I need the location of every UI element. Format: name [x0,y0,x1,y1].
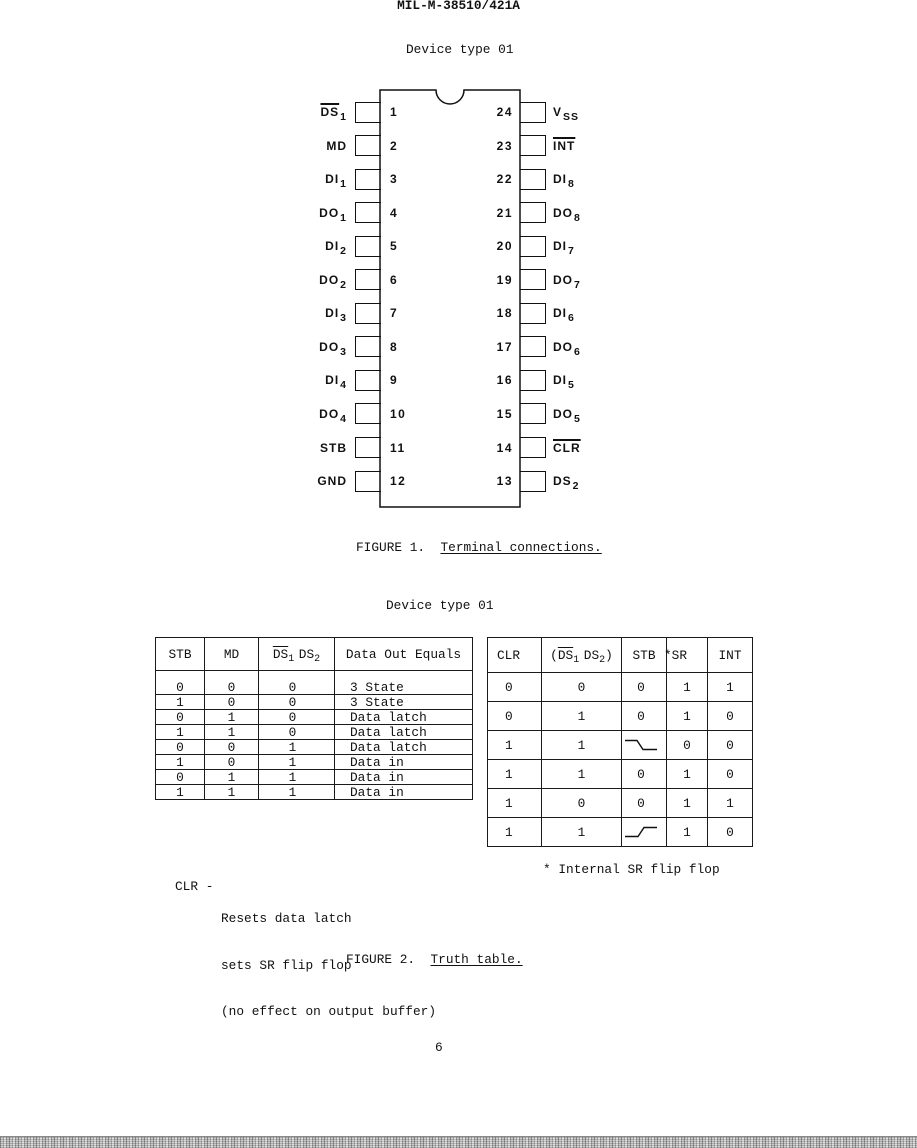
pin-7-lead [355,303,381,324]
pin-12-label [317,473,347,489]
figure2-caption-label: FIGURE 2. [346,952,416,967]
pin-6-label [319,272,347,289]
pin-signal-name: DI [553,172,567,187]
cell-ds: 0 [542,789,622,818]
pin-19-number: 19 [496,272,513,287]
pin-signal-subscript: 2 [340,278,347,291]
cell-md: 0 [205,755,259,770]
pin-1-lead [355,102,381,123]
pin-1-number: 1 [390,105,399,119]
cell-data-out: Data in [335,755,473,770]
pin-signal-subscript: 1 [340,111,347,123]
table-row [488,818,753,847]
pin-signal-subscript: 5 [574,412,581,425]
rising-edge-icon [625,826,657,838]
pin-6-lead [355,269,381,290]
cell-stb: 1 [156,725,205,740]
pin-signal-name: DO [553,205,573,220]
ds2-subscript: 2 [599,654,606,666]
cell-ds: 0 [259,725,335,740]
cell-md: 0 [205,695,259,710]
cell-stb: 1 [156,755,205,770]
cell-ds: 1 [542,731,622,760]
pin-1-label [320,104,347,121]
pin-16-label [553,372,575,392]
col-header-sr: *SR [667,638,708,673]
cell-stb: 0 [622,789,667,818]
cell-data-out: Data latch [335,710,473,725]
cell-stb: 0 [622,760,667,789]
col-header-ds [542,638,622,673]
header-row [156,638,473,671]
pin-21-label [553,205,581,222]
pin-signal-name: DI [553,306,567,321]
ds2-subscript: 2 [314,653,321,665]
scan-edge-strip [0,1136,917,1148]
pin-2-number: 2 [390,138,399,153]
pin-signal-name: DI [325,239,340,254]
pin-5-label [325,238,347,258]
cell-data-out: Data latch [335,725,473,740]
pin-14-lead [520,437,546,458]
pin-signal-subscript: 7 [574,278,581,291]
figure1-caption-label: FIGURE 1. [356,540,426,555]
table-row [488,702,753,731]
table-row [156,671,473,695]
cell-data-out: Data in [335,785,473,800]
pin-signal-name: GND [317,474,347,489]
cell-clr: 1 [488,789,542,818]
cell-sr: 1 [667,673,708,702]
cell-data-out: Data latch [335,740,473,755]
cell-md: 0 [205,740,259,755]
pin-signal-subscript: 5 [568,379,575,392]
pin-signal-name: $\overline{CLR}$ [553,440,581,455]
clr-note-line: (no effect on output buffer) [221,1004,437,1019]
rising-edge-icon-graphic [625,826,657,838]
pin-20-label [553,238,575,258]
pin-15-lead [520,403,546,424]
cell-md: 1 [205,710,259,725]
figure2-caption-title: Truth table. [430,952,523,967]
cell-data-out: 3 State [335,671,473,695]
pin-5-lead [355,236,381,257]
pin-21-lead [520,202,546,223]
cell-ds: 0 [259,695,335,710]
table-row [488,731,753,760]
pin-4-lead [355,202,381,223]
pin-12-lead [355,471,381,492]
cell-ds: 1 [259,785,335,800]
figure2-device-type: Device type 01 [386,598,494,613]
open-paren: ( [550,647,558,663]
pin-8-number: 8 [390,339,399,354]
pin-6-number: 6 [390,272,399,287]
pin-signal-name: DO [553,406,573,421]
cell-ds: 0 [259,710,335,725]
cell-stb [622,731,667,760]
cell-int: 1 [708,673,753,702]
ds2-name: DS [583,647,600,663]
falling-edge-icon-graphic [625,739,657,751]
cell-stb: 1 [156,695,205,710]
pin-signal-subscript: 3 [340,312,347,325]
page-number: 6 [435,1040,443,1055]
cell-stb: 0 [622,673,667,702]
pin-3-lead [355,169,381,190]
pin-signal-name: DO [319,272,340,287]
pin-11-number: 11 [390,440,406,455]
ds1-name: $\overline{DS}$ [272,646,289,662]
pin-11-label [320,440,347,456]
pin-signal-name: DS [553,474,572,489]
col-header-data-out: Data Out Equals [335,638,473,671]
pin-signal-subscript: 6 [568,312,575,325]
pin-8-label [319,339,347,356]
pin-signal-subscript: 8 [568,178,575,191]
table-row [156,785,473,800]
figure1-caption-title: Terminal connections. [440,540,602,555]
figure1-device-type: Device type 01 [406,42,514,57]
pin-21-number: 21 [496,205,513,220]
table-row [156,740,473,755]
pin-9-label [325,372,347,392]
cell-sr: 1 [667,702,708,731]
clr-note-line: Resets data latch [221,911,352,926]
pin-14-number: 14 [496,440,513,455]
ds1-name: $\overline{DS}$ [557,647,574,663]
cell-ds: 0 [259,671,335,695]
pin-24-lead [520,102,546,123]
clr-note-term: CLR - [175,879,214,894]
pin-9-lead [355,370,381,391]
col-header-stb: STB [622,638,667,673]
cell-int: 0 [708,731,753,760]
pin-17-lead [520,336,546,357]
pin-signal-name: DI [553,373,567,388]
pin-3-label [325,171,347,191]
table-row [488,673,753,702]
cell-clr: 1 [488,760,542,789]
pin-14-label [553,440,581,456]
pin-5-number: 5 [390,239,399,254]
pin-10-label [319,406,347,423]
cell-ds: 0 [542,673,622,702]
pin-24-number: 24 [496,105,513,119]
pin-22-label [553,171,575,191]
pin-signal-name: STB [320,440,347,455]
pin-15-label [553,406,581,423]
pin-2-label [326,138,347,154]
ds2-name: DS [298,646,315,662]
pin-18-label [553,305,575,325]
truth-table-modes [155,637,473,800]
pin-signal-name: $\overline{INT}$ [553,138,576,153]
cell-stb: 1 [156,785,205,800]
cell-clr: 0 [488,673,542,702]
pin-11-lead [355,437,381,458]
cell-clr: 1 [488,818,542,847]
cell-ds: 1 [542,760,622,789]
cell-data-out: 3 State [335,695,473,710]
pin-20-lead [520,236,546,257]
truth-table-clear [487,637,753,847]
pin-7-label [325,305,347,325]
figure2-caption [346,953,523,967]
pin-23-lead [520,135,546,156]
pin-signal-subscript: 2 [340,245,347,258]
pin-2-lead [355,135,381,156]
pin-signal-subscript: 1 [340,178,347,191]
col-header-clr: CLR [488,638,542,673]
table-row [156,755,473,770]
cell-ds: 1 [542,818,622,847]
cell-clr: 1 [488,731,542,760]
pin-signal-name: DO [319,205,340,220]
pin-8-lead [355,336,381,357]
pin-signal-subscript: 3 [340,345,347,358]
pin-17-number: 17 [496,339,513,354]
pin-12-number: 12 [390,474,407,489]
pin-signal-subscript: 2 [572,480,580,493]
col-header-ds [259,638,335,671]
cell-md: 0 [205,671,259,695]
pin-signal-name: DO [319,339,340,354]
cell-md: 1 [205,770,259,785]
col-header-md: MD [205,638,259,671]
pin-signal-name: DI [553,239,567,254]
cell-clr: 0 [488,702,542,731]
cell-stb [622,818,667,847]
pin-13-lead [520,471,546,492]
pin-23-label [553,138,575,154]
pin-4-label [319,205,347,222]
pin-3-number: 3 [390,172,399,187]
pin-signal-name: DI [325,373,340,388]
falling-edge-icon [625,739,657,751]
table-row [156,710,473,725]
pin-signal-subscript: 1 [340,211,347,224]
pin-18-lead [520,303,546,324]
pin-19-lead [520,269,546,290]
table-row [156,725,473,740]
col-header-int: INT [708,638,753,673]
pin-signal-subscript: 4 [340,379,347,392]
sr-footnote: * Internal SR flip flop [543,862,720,877]
cell-sr: 1 [667,818,708,847]
clr-note-line: sets SR flip flop [221,957,352,973]
pin-15-number: 15 [496,406,513,421]
pin-9-number: 9 [390,373,399,388]
ds1-subscript: 1 [288,653,295,665]
cell-stb: 0 [156,671,205,695]
cell-ds: 1 [259,770,335,785]
cell-sr: 1 [667,760,708,789]
cell-int: 1 [708,789,753,818]
pin-20-number: 20 [496,239,513,254]
pin-signal-name: DO [319,406,340,421]
cell-ds: 1 [259,740,335,755]
pin-10-lead [355,403,381,424]
cell-sr: 0 [667,731,708,760]
pin-signal-subscript: 4 [340,412,347,425]
close-paren: ) [605,647,613,663]
table-row [488,760,753,789]
mode-table-body [156,671,473,800]
pin-4-number: 4 [390,205,399,220]
cell-stb: 0 [622,702,667,731]
pin-13-label [553,473,580,493]
pin-18-number: 18 [496,306,513,321]
pin-22-number: 22 [496,172,513,187]
table-row [156,695,473,710]
pin-layer [0,0,917,520]
ds1-subscript: 1 [573,654,580,666]
pin-22-lead [520,169,546,190]
pin-signal-name: DI [325,172,340,187]
cell-ds: 1 [259,755,335,770]
table-row [156,770,473,785]
pin-23-number: 23 [496,138,513,153]
pin-16-lead [520,370,546,391]
pin-signal-name: MD [326,138,347,153]
pin-13-number: 13 [496,474,513,489]
pin-24-label [553,104,579,121]
pin-17-label [553,339,581,356]
header-row [488,638,753,673]
pin-signal-subscript: 6 [574,345,581,358]
cell-stb: 0 [156,740,205,755]
cell-sr: 1 [667,789,708,818]
pin-signal-subscript: 8 [574,211,581,224]
figure1-caption [356,541,602,555]
pin-signal-name: DI [325,306,340,321]
pin-signal-name: DO [553,339,573,354]
col-header-stb: STB [156,638,205,671]
pin-signal-subscript: SS [563,111,580,123]
cell-int: 0 [708,760,753,789]
cell-int: 0 [708,702,753,731]
cell-ds: 1 [542,702,622,731]
pin-19-label [553,272,581,289]
cell-data-out: Data in [335,770,473,785]
cell-md: 1 [205,785,259,800]
cell-stb: 0 [156,770,205,785]
pin-signal-name: DO [553,272,573,287]
pin-7-number: 7 [390,306,399,321]
cell-md: 1 [205,725,259,740]
cell-stb: 0 [156,710,205,725]
cell-int: 0 [708,818,753,847]
clear-table-body [488,673,753,847]
table-row [488,789,753,818]
pin-10-number: 10 [390,406,407,421]
pin-16-number: 16 [496,373,513,388]
pin-signal-name: V [553,105,563,119]
pin-signal-subscript: 7 [568,245,575,258]
pin-signal-name: $\overline{DS}$ [320,105,340,119]
document-number: MIL-M-38510/421A [397,0,520,13]
